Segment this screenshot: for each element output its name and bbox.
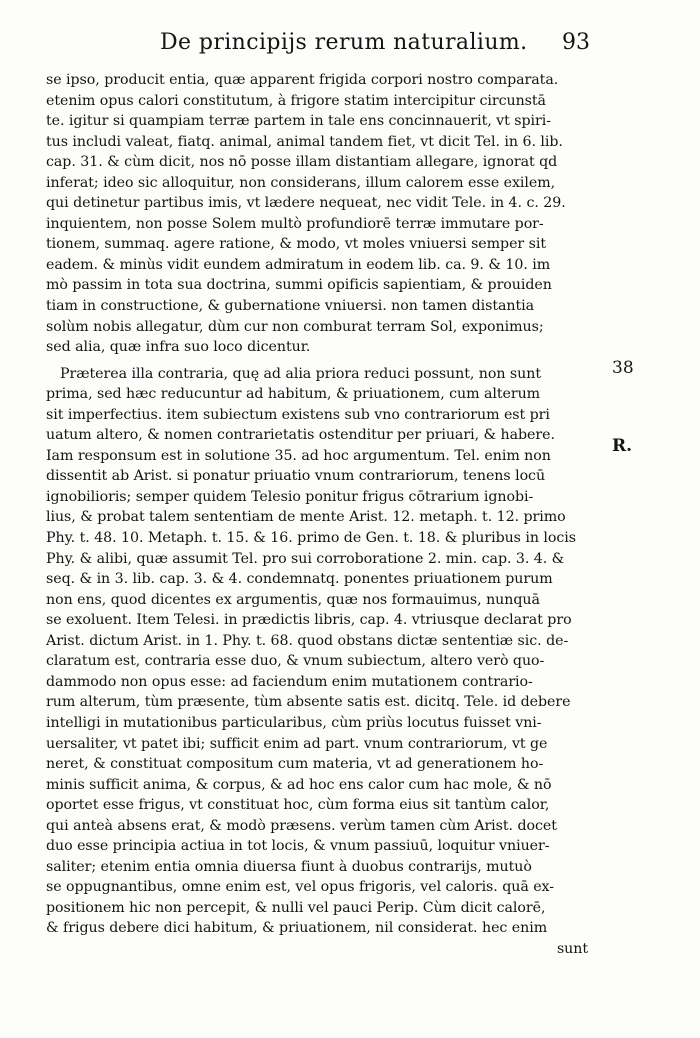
text-line: saliter; etenim entia omnia diuersa fiunt à duobus contrarijs, mutuò bbox=[46, 858, 532, 875]
margin-note-response: R. bbox=[612, 436, 633, 456]
text-line: cap. 31. & cùm dicit, nos nō posse illam distantiam allegare, ignorat qd bbox=[46, 154, 558, 171]
text-line: non ens, quod dicentes ex argumentis, quæ nos formauimus, nunquā bbox=[46, 591, 540, 608]
text-line: Phy. t. 48. 10. Metaph. t. 15. & 16. primo de Gen. t. 18. & pluribus in locis bbox=[46, 530, 577, 547]
text-line: se exoluent. Item Telesi. in prædictis libris, cap. 4. vtriusque declarat pro bbox=[46, 612, 572, 629]
text-line: qui detinetur partibus imis, vt lædere nequeat, nec vidit Tele. in 4. c. 29. bbox=[46, 195, 566, 212]
text-line: uatum altero, & nomen contrarietatis ostenditur per priuari, & habere. bbox=[46, 427, 555, 444]
text-line: sed alia, quæ infra suo loco dicentur. bbox=[46, 339, 311, 356]
text-line: uersaliter, vt patet ibi; sufficit enim ad part. vnum contrariorum, vt ge bbox=[46, 735, 548, 752]
text-line: Arist. dictum Arist. in 1. Phy. t. 68. quod obstans dictæ sententiæ sic. de- bbox=[46, 632, 569, 649]
text-line: inquientem, non posse Solem multò profundiorē terræ immutare por- bbox=[46, 215, 544, 232]
text-line: etenim opus calori constitutum, à frigore statim intercipitur circunstā bbox=[46, 92, 546, 109]
paragraph-1 bbox=[46, 70, 594, 358]
text-line: seq. & in 3. lib. cap. 3. & 4. condemnatq. ponentes priuationem purum bbox=[46, 571, 553, 588]
margin-note-number: 38 bbox=[612, 358, 634, 378]
text-line: se ipso, producit entia, quæ apparent frigida corpori nostro comparata. bbox=[46, 72, 559, 88]
text-line: Præterea illa contraria, quę ad alia priora reduci possunt, non sunt bbox=[60, 365, 541, 382]
text-line: tionem, summaq. agere ratione, & modo, vt moles vniuersi semper sit bbox=[46, 236, 546, 253]
text-line: minis sufficit anima, & corpus, & ad hoc ens calor cum hac mole, & nō bbox=[46, 776, 552, 793]
text-line: ignobilioris; semper quidem Telesio ponitur frigus cōtrarium ignobi- bbox=[46, 488, 534, 505]
text-line: inferat; ideo sic alloquitur, non considerans, illum calorem esse exilem, bbox=[46, 174, 556, 191]
text-line: dammodo non opus esse: ad faciendum enim mutationem contrario- bbox=[46, 673, 533, 690]
text-line: claratum est, contraria esse duo, & vnum subiectum, altero verò quo- bbox=[46, 653, 545, 670]
paragraph-2 bbox=[46, 364, 594, 939]
text-line: duo esse principia actiua in tot locis, & vnum passiuū, loquitur vniuer- bbox=[46, 838, 550, 855]
text-line: lius, & probat talem sententiam de mente Arist. 12. metaph. t. 12. primo bbox=[46, 509, 566, 526]
text-line: sit imperfectius. item subiectum existens sub vno contrariorum est pri bbox=[46, 406, 550, 423]
text-line: tus includi valeat, fiatq. animal, animal tandem fiet, vt dicit Tel. in 6. lib. bbox=[46, 133, 563, 150]
text-line: solùm nobis allegatur, dùm cur non comburat terram Sol, exponimus; bbox=[46, 318, 544, 335]
text-line: oportet esse frigus, vt constituat hoc, cùm forma eius sit tantùm calor, bbox=[46, 797, 550, 814]
text-line: & frigus debere dici habitum, & priuationem, nil considerat. hec enim bbox=[46, 920, 548, 937]
page-number: 93 bbox=[562, 30, 590, 55]
text-line: qui anteà absens erat, & modò præsens. verùm tamen cùm Arist. docet bbox=[46, 817, 557, 834]
running-head-title: De principijs rerum naturalium. bbox=[160, 30, 528, 55]
text-line: te. igitur si quampiam terræ partem in tale ens concinnauerit, vt spiri- bbox=[46, 113, 551, 130]
text-line: dissentit ab Arist. si ponatur priuatio vnum contrariorum, tenens locū bbox=[46, 468, 546, 485]
text-line: Phy. & alibi, quæ assumit Tel. pro sui corroboratione 2. min. cap. 3. 4. & bbox=[46, 550, 565, 567]
body-text bbox=[46, 70, 594, 960]
text-line: prima, sed hæc reducuntur ad habitum, & priuationem, cum alterum bbox=[46, 386, 541, 403]
catchword: sunt bbox=[556, 940, 588, 957]
text-line: mò passim in tota sua doctrina, summi opificis sapientiam, & prouiden bbox=[46, 277, 552, 294]
text-line: se oppugnantibus, omne enim est, vel opus frigoris, vel caloris. quā ex- bbox=[46, 879, 554, 896]
text-line: positionem hic non percepit, & nulli vel pauci Perip. Cùm dicit calorē, bbox=[46, 899, 546, 916]
text-line: intelligi in mutationibus particularibus, cùm priùs locutus fuisset vni- bbox=[46, 714, 542, 731]
text-line: rum alterum, tùm præsente, tùm absente satis est. dicitq. Tele. id debere bbox=[46, 694, 571, 711]
text-line: eadem. & minùs vidit eundem admiratum in eodem lib. ca. 9. & 10. im bbox=[46, 256, 551, 273]
text-line: Iam responsum est in solutione 35. ad hoc argumentum. Tel. enim non bbox=[46, 447, 551, 464]
text-line: tiam in constructione, & gubernatione vniuersi. non tamen distantia bbox=[46, 298, 535, 315]
text-line: neret, & constituat compositum cum materia, vt ad generationem ho- bbox=[46, 756, 544, 773]
